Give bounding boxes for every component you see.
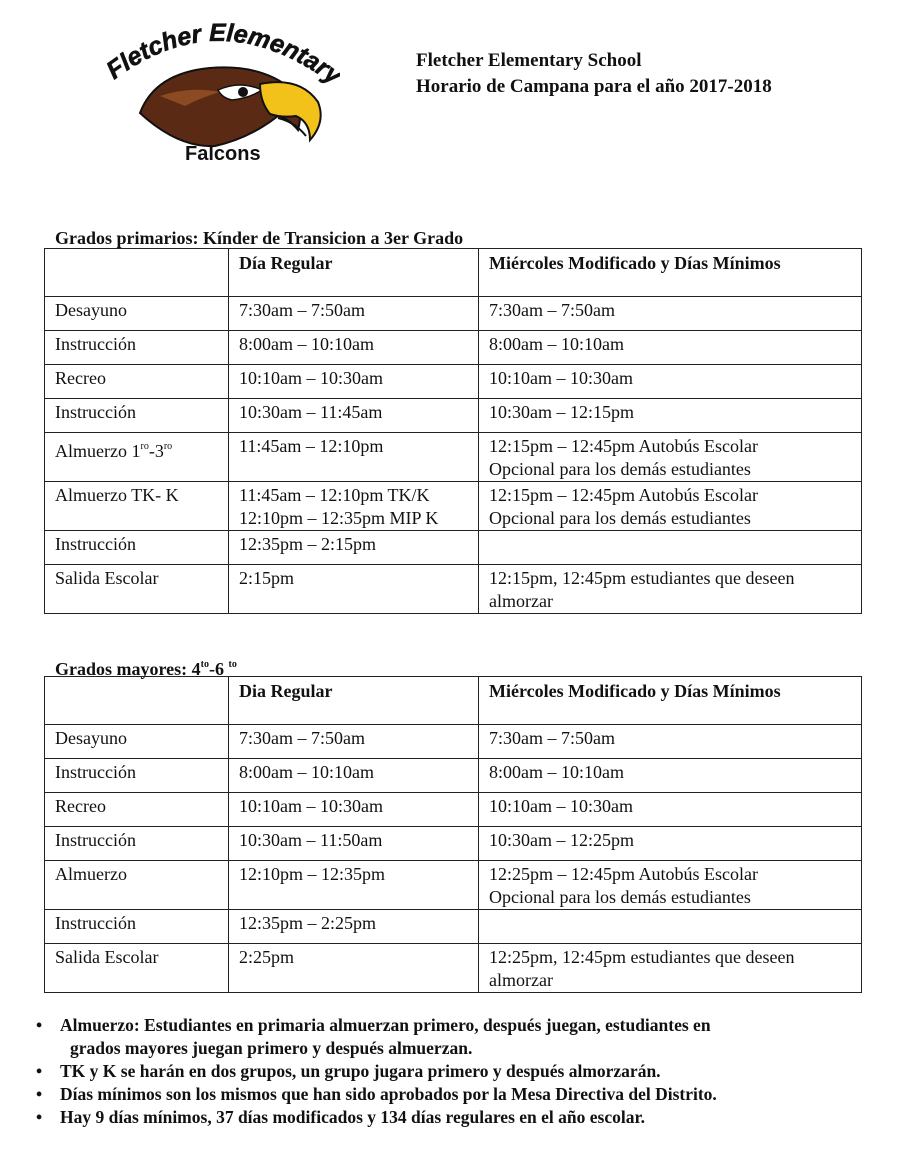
activity-cell: Almuerzo	[45, 861, 229, 910]
table-row	[45, 331, 862, 365]
header-cell	[45, 249, 229, 297]
regular-time-cell: 12:35pm – 2:15pm	[229, 531, 479, 565]
table-header-row	[45, 249, 862, 297]
regular-time-cell: 10:10am – 10:30am	[229, 793, 479, 827]
table-row	[45, 793, 862, 827]
activity-cell: Almuerzo $1^{ro}-3^{ro}$	[45, 433, 229, 482]
activity-cell: Instrucción	[45, 910, 229, 944]
modified-time-cell: 10:30am – 12:15pm	[479, 399, 862, 433]
table-row	[45, 297, 862, 331]
modified-time-cell: 12:25pm – 12:45pm Autobús Escolar Opcional para los demás estudiantes	[479, 861, 862, 910]
header-cell: Dia Regular	[229, 677, 479, 725]
schedule-title: Horario de Campana para el año 2017-2018	[416, 76, 772, 97]
activity-cell: Recreo	[45, 365, 229, 399]
table-row	[45, 433, 862, 482]
activity-cell: Almuerzo TK- K	[45, 482, 229, 531]
modified-time-cell: 12:25pm, 12:45pm estudiantes que deseen almorzar	[479, 944, 862, 993]
regular-time-cell: 10:30am – 11:45am	[229, 399, 479, 433]
table-row	[45, 399, 862, 433]
list-item: • Hay 9 días mínimos, 37 días modificados y 134 días regulares en el año escolar.	[36, 1107, 645, 1127]
regular-time-cell: 2:25pm	[229, 944, 479, 993]
activity-cell: Desayuno	[45, 725, 229, 759]
table-row	[45, 365, 862, 399]
modified-time-cell: 7:30am – 7:50am	[479, 297, 862, 331]
primary-schedule-table	[44, 248, 862, 614]
modified-time-cell: 7:30am – 7:50am	[479, 725, 862, 759]
table-row	[45, 482, 862, 531]
page-header	[416, 48, 772, 100]
table-row	[45, 944, 862, 993]
activity-cell: Instrucción	[45, 827, 229, 861]
school-name: Fletcher Elementary School	[416, 50, 642, 71]
modified-time-cell: 10:10am – 10:30am	[479, 793, 862, 827]
header-cell: Día Regular	[229, 249, 479, 297]
activity-cell: Instrucción	[45, 531, 229, 565]
regular-time-cell: 7:30am – 7:50am	[229, 725, 479, 759]
list-item: • Almuerzo: Estudiantes en primaria almuerzan primero, después juegan, estudiantes en grados mayores juegan primero y después almuerzan.	[36, 1015, 711, 1058]
list-item: • Días mínimos son los mismos que han sido aprobados por la Mesa Directiva del Distrito.	[36, 1084, 717, 1104]
notes-list	[36, 1014, 876, 1129]
regular-time-cell: 10:10am – 10:30am	[229, 365, 479, 399]
header-cell: Miércoles Modificado y Días Mínimos	[479, 249, 862, 297]
modified-time-cell	[479, 910, 862, 944]
header-cell	[45, 677, 229, 725]
activity-cell: Instrucción	[45, 399, 229, 433]
primary-section-title: Grados primarios: Kínder de Transicion a 3er Grado	[55, 228, 464, 248]
bullet-icon: •	[36, 1084, 43, 1104]
bullet-icon: •	[36, 1061, 43, 1081]
regular-time-cell: 8:00am – 10:10am	[229, 331, 479, 365]
regular-time-cell: 11:45am – 12:10pm TK/K 12:10pm – 12:35pm MIP K	[229, 482, 479, 531]
header-cell: Miércoles Modificado y Días Mínimos	[479, 677, 862, 725]
modified-time-cell: 10:10am – 10:30am	[479, 365, 862, 399]
table-row	[45, 759, 862, 793]
logo-top-text: Fletcher Elementar	[101, 18, 335, 85]
table-row	[45, 861, 862, 910]
list-item: • TK y K se harán en dos grupos, un grupo jugara primero y después almorzarán.	[36, 1061, 661, 1081]
activity-cell: Instrucción	[45, 331, 229, 365]
modified-time-cell: 8:00am – 10:10am	[479, 759, 862, 793]
regular-time-cell: 10:30am – 11:50am	[229, 827, 479, 861]
table-row	[45, 827, 862, 861]
table-row	[45, 910, 862, 944]
modified-time-cell: 12:15pm – 12:45pm Autobús Escolar Opcional para los demás estudiantes	[479, 482, 862, 531]
upper-schedule-table	[44, 676, 862, 993]
regular-time-cell: 12:35pm – 2:25pm	[229, 910, 479, 944]
bullet-icon: •	[36, 1107, 43, 1127]
school-logo	[100, 18, 340, 168]
regular-time-cell: 12:10pm – 12:35pm	[229, 861, 479, 910]
modified-time-cell: 12:15pm, 12:45pm estudiantes que deseen almorzar	[479, 565, 862, 614]
activity-cell: Instrucción	[45, 759, 229, 793]
table-row	[45, 531, 862, 565]
regular-time-cell: 8:00am – 10:10am	[229, 759, 479, 793]
upper-section-title: Grados mayores: $4^{to}-6$ $^{to}$	[55, 659, 237, 679]
modified-time-cell: 12:15pm – 12:45pm Autobús Escolar Opcional para los demás estudiantes	[479, 433, 862, 482]
modified-time-cell: 10:30am – 12:25pm	[479, 827, 862, 861]
bullet-icon: •	[36, 1015, 43, 1035]
activity-cell: Desayuno	[45, 297, 229, 331]
regular-time-cell: 7:30am – 7:50am	[229, 297, 479, 331]
table-header-row	[45, 677, 862, 725]
activity-cell: Salida Escolar	[45, 565, 229, 614]
modified-time-cell	[479, 531, 862, 565]
regular-time-cell: 2:15pm	[229, 565, 479, 614]
logo-bottom-text: Falcons	[185, 143, 261, 165]
activity-cell: Recreo	[45, 793, 229, 827]
modified-time-cell: 8:00am – 10:10am	[479, 331, 862, 365]
table-row	[45, 725, 862, 759]
activity-cell: Salida Escolar	[45, 944, 229, 993]
regular-time-cell: 11:45am – 12:10pm	[229, 433, 479, 482]
table-row	[45, 565, 862, 614]
